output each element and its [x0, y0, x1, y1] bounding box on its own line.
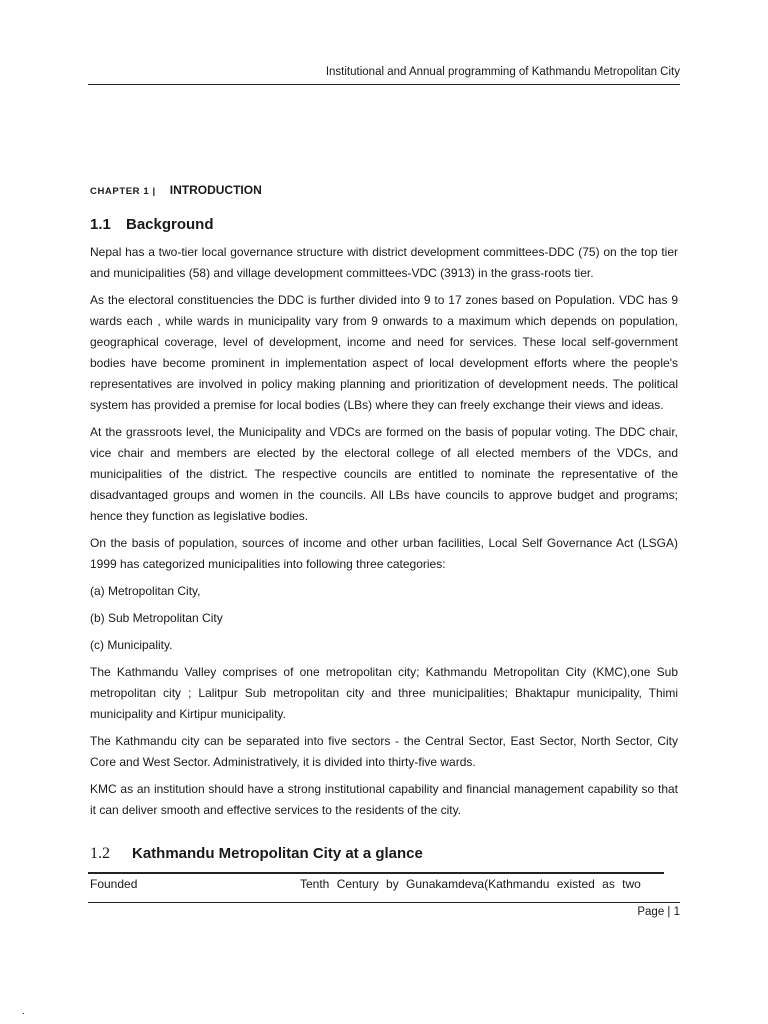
list-item: (c) Municipality.: [90, 638, 173, 652]
page-number: Page | 1: [637, 906, 680, 918]
section-heading-at-a-glance: [90, 845, 423, 863]
section-title: Kathmandu Metropolitan City at a glance: [132, 845, 423, 862]
paragraph: Nepal has a two-tier local governance structure with district development committees-DDC (75) on the top tier and municipalities (58) and village development committees-VDC (3913) in the grass-roots tier.: [90, 245, 678, 280]
list-item: (b) Sub Metropolitan City: [90, 611, 223, 625]
list-item: (a) Metropolitan City,: [90, 584, 201, 598]
paragraph: The Kathmandu Valley comprises of one metropolitan city; Kathmandu Metropolitan City (KMC),one Sub metropolitan city ; Lalitpur Sub metropolitan city and three municipalities; Bhaktapur municipality, Thimi municipality and Kirtipur municipality.: [90, 665, 678, 721]
paragraph: As the electoral constituencies the DDC is further divided into 9 to 17 zones based on Population. VDC has 9 wards each , while wards in municipality vary from 9 onwards to a maximum which depends on population, geographical coverage, level of development, income and need for services. These local self-government bodies have become prominent in implementation aspect of local development efforts where the people's representatives are involved in policy making planning and prioritization of development needs. The political system has provided a premise for local bodies (LBs) where they can freely exchange their views and ideas.: [90, 293, 678, 412]
chapter-heading: [90, 183, 680, 197]
table-cell-label: Founded: [90, 877, 138, 891]
paragraph: KMC as an institution should have a strong institutional capability and financial management capability so that it can deliver smooth and effective services to the residents of the city.: [90, 782, 678, 817]
section-number: 1.1: [90, 216, 111, 233]
background-body: [90, 242, 678, 827]
paragraph: At the grassroots level, the Municipality and VDCs are formed on the basis of popular voting. The DDC chair, vice chair and members are elected by the electoral college of all elected members of the VDCs, and municipalities of the district. The respective councils are entitled to nominate the representative of the disadvantaged groups and women in the councils. All LBs have councils to approve budget and programs; hence they function as legislative bodies.: [90, 425, 678, 523]
table-row: [88, 872, 664, 897]
section-number: 1.2: [90, 845, 110, 862]
chapter-title: INTRODUCTION: [169, 183, 262, 197]
footer-rule: [88, 902, 680, 903]
stray-mark: .: [22, 1006, 25, 1017]
section-heading-background: [90, 216, 214, 233]
running-header: Institutional and Annual programming of Kathmandu Metropolitan City: [88, 66, 680, 85]
table-cell-value: Tenth Century by Gunakamdeva(Kathmandu existed as two: [300, 877, 641, 891]
paragraph: The Kathmandu city can be separated into five sectors - the Central Sector, East Sector, North Sector, City Core and West Sector. Administratively, it is divided into thirty-five wards.: [90, 734, 678, 769]
paragraph: On the basis of population, sources of income and other urban facilities, Local Self Governance Act (LSGA) 1999 has categorized municipalities into following three categories:: [90, 536, 678, 571]
chapter-label: CHAPTER 1 |: [90, 186, 156, 197]
section-title: Background: [126, 216, 214, 233]
